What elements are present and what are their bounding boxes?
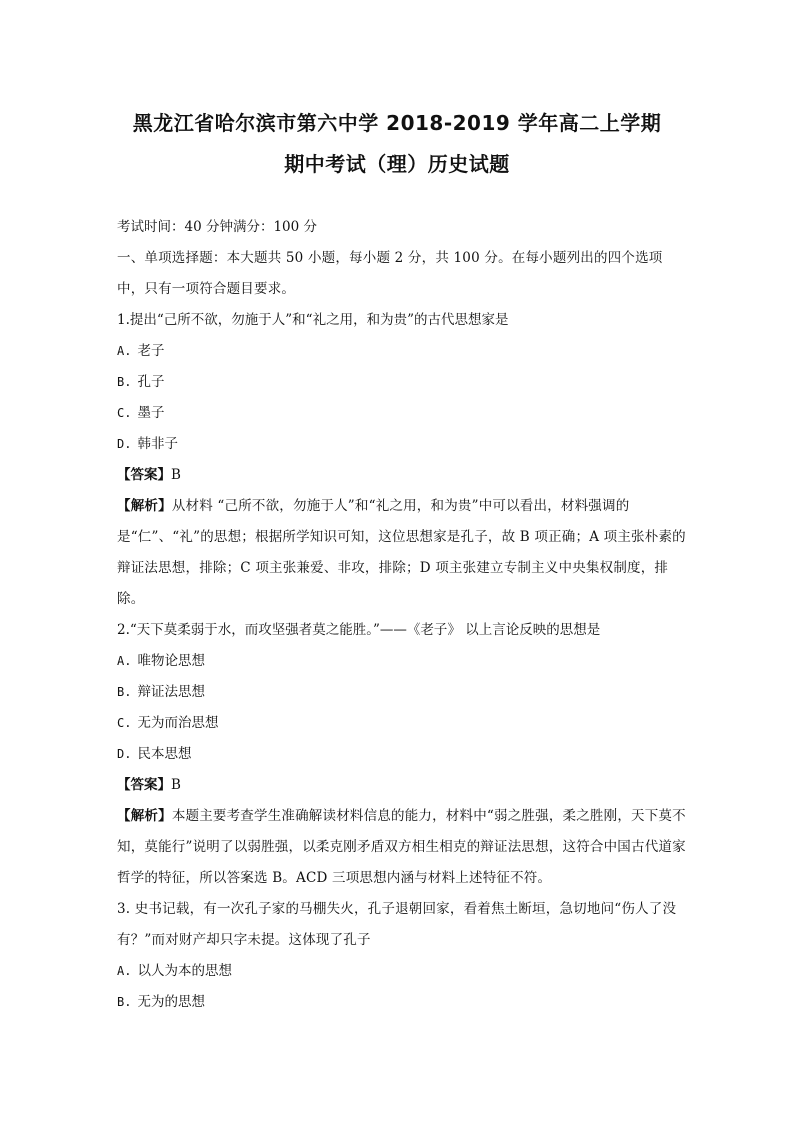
option-b: [117, 677, 687, 708]
option-a: [117, 646, 687, 677]
analysis: [117, 491, 687, 615]
answer: [117, 460, 687, 491]
document-body: [117, 212, 687, 1018]
option-letter: D.: [117, 437, 132, 451]
question-stem: 1.提出“己所不欲，勿施于人”和“礼之用，和为贵”的古代思想家是: [117, 312, 509, 328]
page-title-line2: 期中考试（理）历史试题: [284, 152, 510, 176]
option-text: 以人为本的思想: [137, 963, 232, 979]
section-intro: 一、单项选择题：本大题共 50 小题，每小题 2 分，共 100 分。在每小题列出的四个选项中，只有一项符合题目要求。: [117, 250, 663, 297]
option-b: [117, 987, 687, 1018]
analysis-text: 本题主要考查学生准确解读材料信息的能力，材料中“弱之胜强，柔之胜刚，天下莫不知，莫能行”说明了以弱胜强，以柔克刚矛盾双方相生相克的辩证法思想，这符合中国古代道家哲学的特征，所以答案选 B。ACD 三项思想内涵与材料上述特征不符。: [117, 808, 686, 886]
option-letter: C.: [117, 716, 132, 730]
option-letter: B.: [117, 685, 132, 699]
option-a: [117, 956, 687, 987]
option-text: 无为而治思想: [137, 715, 219, 731]
option-text: 墨子: [137, 405, 165, 421]
option-d: [117, 739, 687, 770]
answer-value: B: [171, 777, 181, 793]
option-letter: A.: [117, 344, 132, 358]
option-text: 无为的思想: [137, 994, 205, 1010]
option-text: 唯物论思想: [137, 653, 205, 669]
question-3: [117, 894, 687, 1018]
answer-label: 【答案】: [117, 467, 171, 483]
option-text: 韩非子: [137, 436, 178, 452]
option-letter: C.: [117, 406, 132, 420]
option-letter: A.: [117, 654, 132, 668]
question-stem: 3. 史书记载，有一次孔子家的马棚失火，孔子退朝回家，看着焦土断垣，急切地问“伤人了没有？”而对财产却只字未提。这体现了孔子: [117, 901, 677, 948]
analysis: [117, 801, 687, 894]
option-c: [117, 398, 687, 429]
option-c: [117, 708, 687, 739]
option-text: 孔子: [137, 374, 165, 390]
option-b: [117, 367, 687, 398]
question-2: [117, 615, 687, 894]
answer-label: 【答案】: [117, 777, 171, 793]
page-title-line1: 黑龙江省哈尔滨市第六中学 2018-2019 学年高二上学期: [132, 111, 662, 135]
option-text: 民本思想: [137, 746, 192, 762]
analysis-label: 【解析】: [117, 808, 172, 824]
option-letter: B.: [117, 995, 132, 1009]
question-stem: 2.“天下莫柔弱于水，而攻坚强者莫之能胜。”——《老子》 以上言论反映的思想是: [117, 622, 601, 638]
option-text: 老子: [137, 343, 165, 359]
option-text: 辩证法思想: [137, 684, 205, 700]
answer: [117, 770, 687, 801]
option-letter: B.: [117, 375, 132, 389]
analysis-text: 从材料 “己所不欲，勿施于人”和“礼之用，和为贵”中可以看出，材料强调的是“仁”、“礼”的思想；根据所学知识可知，这位思想家是孔子，故 B 项正确；A 项主张朴素的辩证法思想，排除；C 项主张兼爱、非攻，排除；D 项主张建立专制主义中央集权制度，排除。: [117, 498, 686, 607]
question-1: [117, 305, 687, 615]
option-letter: D.: [117, 747, 132, 761]
exam-info: 考试时间：40 分钟满分：100 分: [117, 219, 318, 235]
analysis-label: 【解析】: [117, 498, 172, 514]
option-a: [117, 336, 687, 367]
answer-value: B: [171, 467, 181, 483]
option-letter: A.: [117, 964, 132, 978]
option-d: [117, 429, 687, 460]
